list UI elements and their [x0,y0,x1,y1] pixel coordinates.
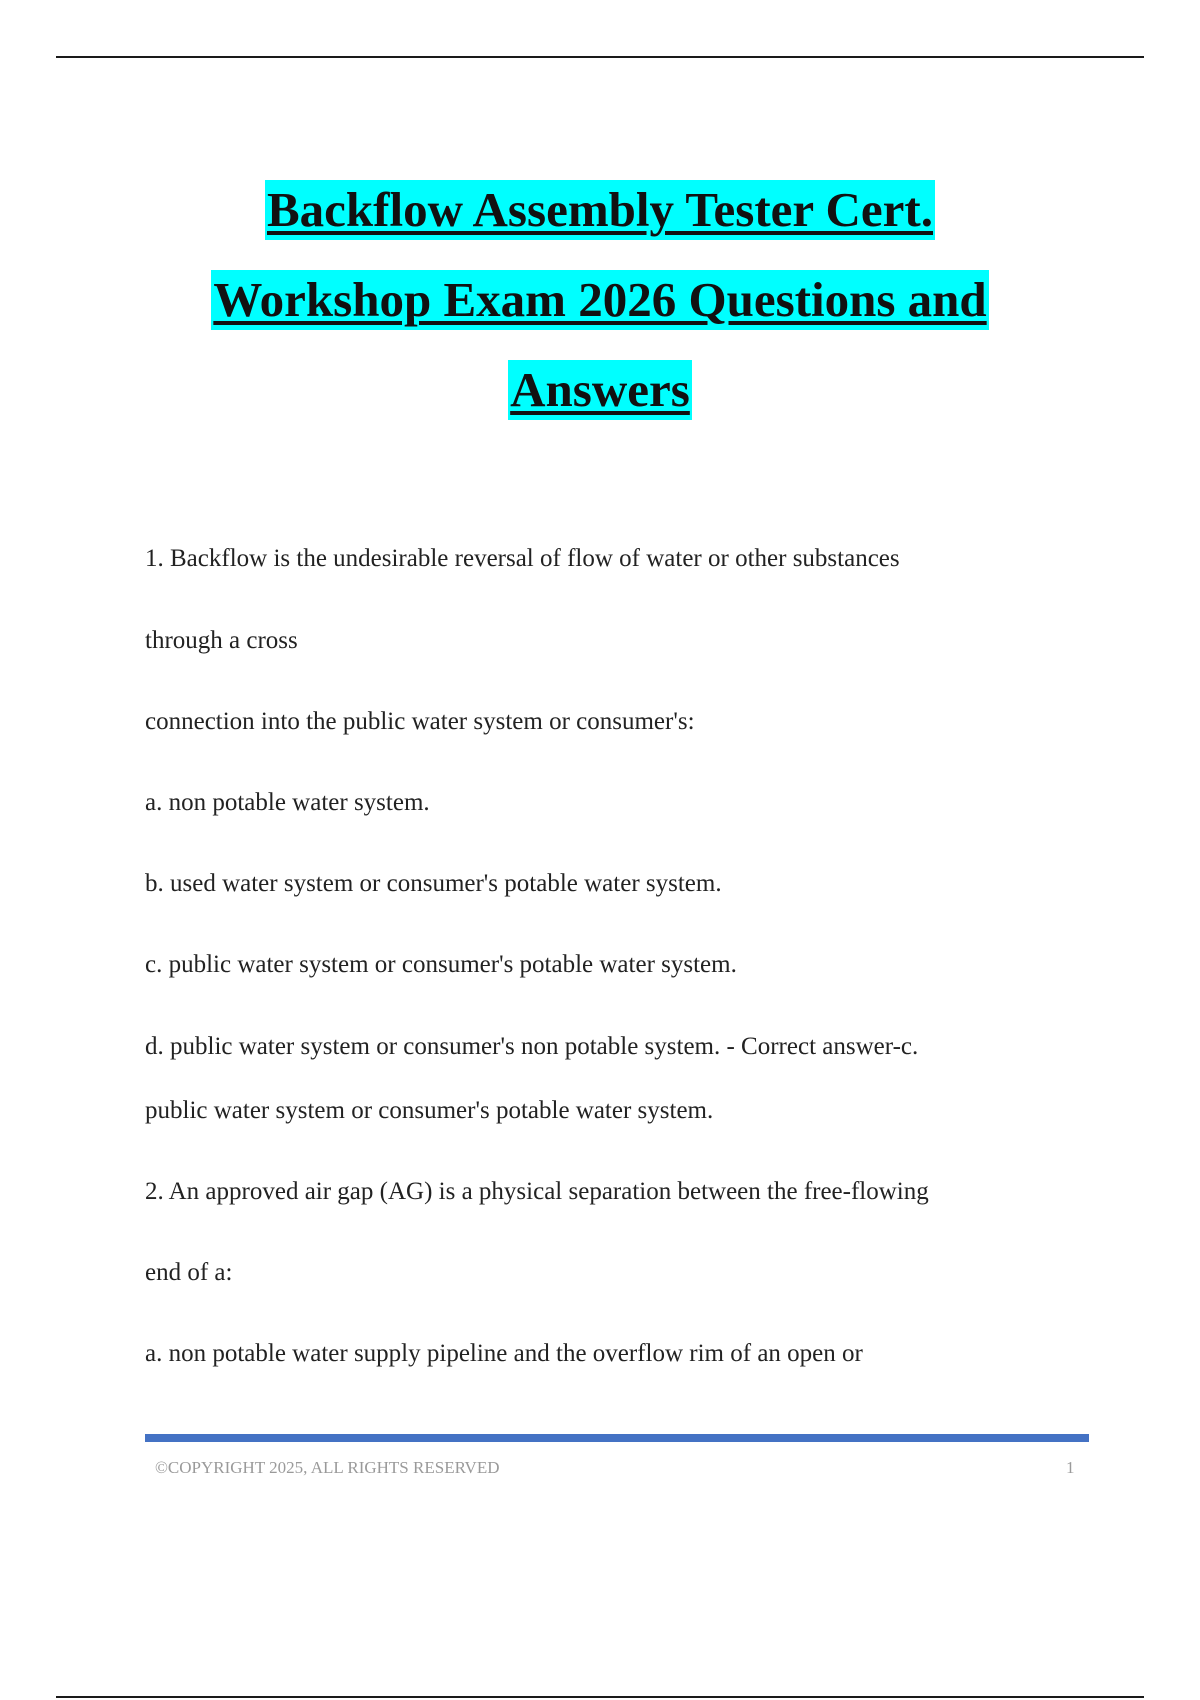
question-2-option-a: a. non potable water supply pipeline and the overflow rim of an open or [145,1340,863,1367]
question-1-option-c: c. public water system or consumer's potable water system. [145,951,737,978]
bottom-rule [56,1696,1144,1698]
question-1-text-cont: connection into the public water system or consumer's: [145,708,695,735]
title-line [100,360,1100,450]
top-rule [56,56,1144,58]
copyright-notice: ©COPYRIGHT 2025, ALL RIGHTS RESERVED [155,1458,500,1477]
title-line-2: Workshop Exam 2026 Questions and [211,270,988,330]
document-title [100,180,1100,450]
title-line-3: Answers [508,360,692,420]
title-line [100,180,1100,270]
question-1-option-b: b. used water system or consumer's potable water system. [145,870,722,897]
question-1-option-a: a. non potable water system. [145,789,430,816]
page-number: 1 [1066,1458,1075,1477]
question-1-option-d: d. public water system or consumer's non potable system. - Correct answer-c. [145,1033,919,1060]
question-2-text: 2. An approved air gap (AG) is a physical separation between the free-flowing [145,1178,929,1205]
question-1-text-cont: through a cross [145,627,298,654]
title-line [100,270,1100,360]
question-1-answer: public water system or consumer's potable water system. [145,1097,714,1124]
title-line-1: Backflow Assembly Tester Cert. [265,180,935,240]
question-1-text: 1. Backflow is the undesirable reversal of flow of water or other substances [145,545,900,572]
footer-bar [145,1434,1089,1442]
question-2-text-cont: end of a: [145,1259,233,1286]
